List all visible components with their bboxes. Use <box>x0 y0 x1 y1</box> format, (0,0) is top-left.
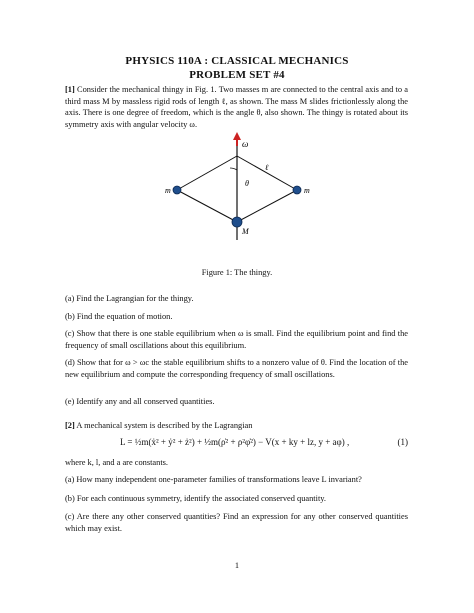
problem-1-number: [1] <box>65 85 75 94</box>
problem-1-part-a: (a) Find the Lagrangian for the thingy. <box>65 294 194 303</box>
problem-1-part-c: (c) Show that there is one stable equilibrium when ω is small. Find the equilibrium point and find the frequency of small oscillations about this equilibrium. <box>65 329 408 350</box>
problem-2-part-a: (a) How many independent one-parameter families of transformations leave L invariant? <box>65 475 362 484</box>
m-left-label: m <box>165 186 171 195</box>
problem-2-part-c: (c) Are there any other conserved quantities? Find an expression for any other conserved quantities which may exist. <box>65 512 408 533</box>
rod-lower-right <box>237 190 297 222</box>
ell-label: ℓ <box>265 163 269 172</box>
problem-1-text: Consider the mechanical thingy in Fig. 1. Two masses m are connected to the central axis and to a third mass M by massless rigid rods of length ℓ, as shown. The mass M slides frictionlessly along the axis. There is one degree of freedom, which is the angle θ, also shown. The thingy is rotated about its symmetry axis with angular velocity ω. <box>65 85 409 129</box>
thingy-figure <box>155 132 319 240</box>
problem-1-intro <box>65 84 408 130</box>
mass-M <box>232 217 242 227</box>
omega-arrowhead <box>233 132 241 140</box>
mass-m-right <box>293 186 301 194</box>
problem-1-part-d: (d) Show that for ω > ωc the stable equilibrium shifts to a nonzero value of θ. Find the location of the new equilibrium and compute the corresponding frequency of small oscillations. <box>65 358 408 379</box>
page-number: 1 <box>234 561 240 570</box>
problem-2-part-b: (b) For each continuous symmetry, identify the associated conserved quantity. <box>65 494 327 503</box>
rod-lower-left <box>177 190 237 222</box>
lagrangian-equation <box>65 437 408 451</box>
mass-m-left <box>173 186 181 194</box>
problem-2-constants: where k, l, and a are constants. <box>65 458 169 467</box>
figure-caption: Figure 1: The thingy. <box>201 268 273 277</box>
omega-label: ω <box>242 139 249 149</box>
M-label: M <box>242 227 249 236</box>
problem-1-part-b: (b) Find the equation of motion. <box>65 312 173 321</box>
document-title: PHYSICS 110A : CLASSICAL MECHANICS <box>125 55 349 67</box>
problem-2-intro <box>65 420 408 432</box>
problem-1-part-e: (e) Identify any and all conserved quantities. <box>65 397 215 406</box>
problem-2-text: A mechanical system is described by the Lagrangian <box>76 421 253 430</box>
equation-number: (1) <box>397 437 408 447</box>
m-right-label: m <box>304 186 310 195</box>
problem-2-number: [2] <box>65 421 75 430</box>
rod-upper-left <box>177 156 237 190</box>
theta-arc <box>230 168 237 170</box>
theta-label: θ <box>245 179 249 188</box>
document-subtitle: PROBLEM SET #4 <box>189 69 285 81</box>
lagrangian-expression: L = ½m(ẋ² + ẏ² + ż²) + ½m(ρ̇² + ρ²φ̇²) − V(x + ky + lz, y + aφ) , <box>120 437 350 447</box>
